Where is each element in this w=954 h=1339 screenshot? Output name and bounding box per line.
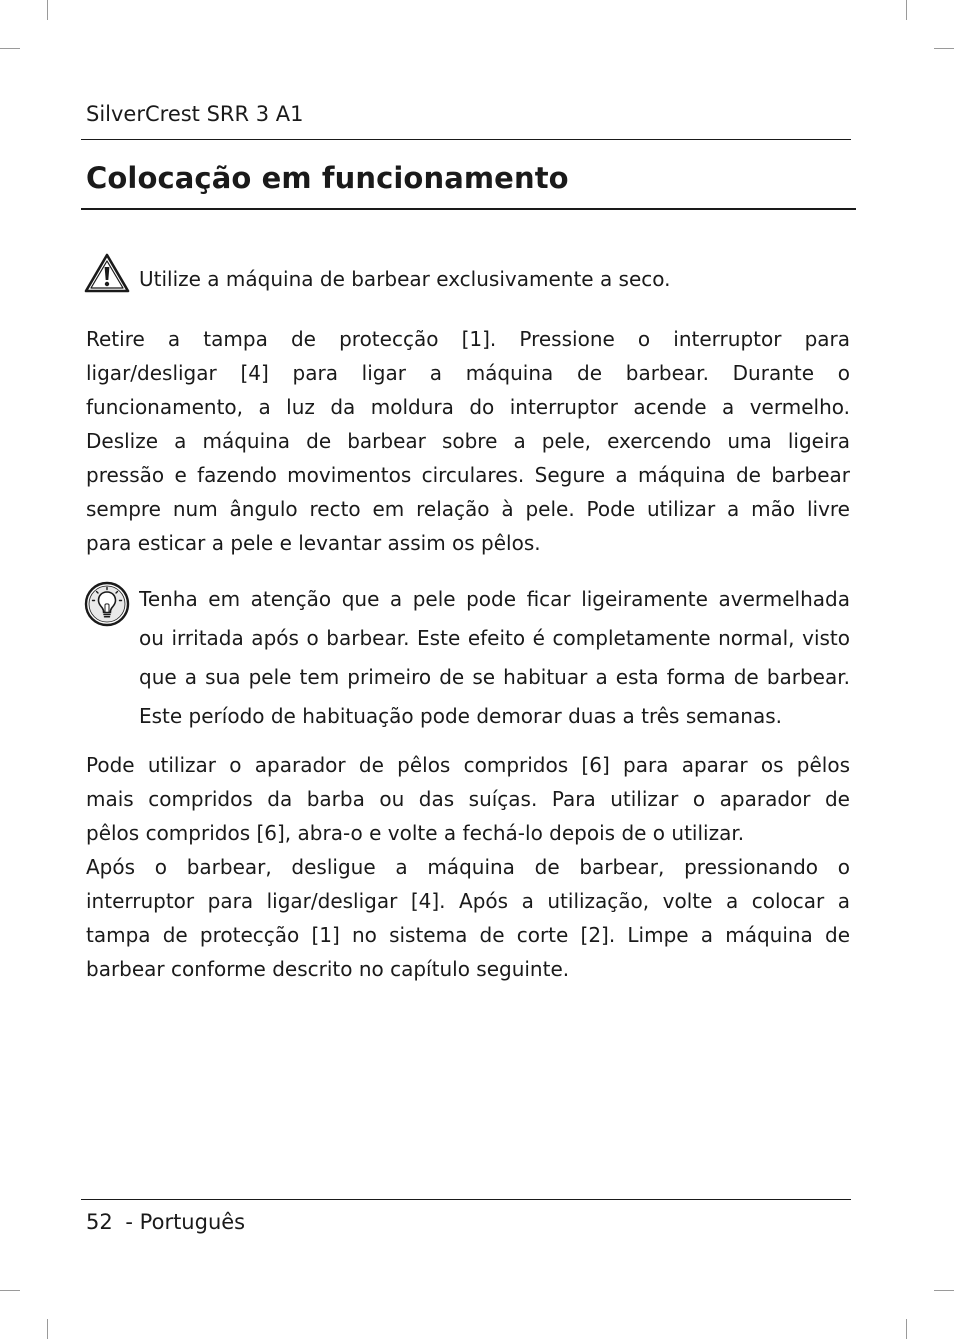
crop-mark [906,0,907,20]
text-line: Este período de habituação pode demorar duas a três semanas. [139,704,782,728]
crop-mark [0,48,20,49]
header-rule [81,139,851,140]
text-line: funcionamento, a luz da moldura do interruptor acende a vermelho. [86,395,850,419]
text-line: sempre num ângulo recto em relação à pele. Pode utilizar a mão livre [86,497,850,521]
lightbulb-icon [84,581,130,627]
text-line: Retire a tampa de protecção [1]. Pressione o interruptor para [86,327,850,351]
crop-mark [0,1290,20,1291]
page-number: 52 [86,1210,113,1234]
text-line: pressão e fazendo movimentos circulares. Segure a máquina de barbear [86,463,850,487]
text-line: mais compridos da barba ou das suíças. Para utilizar o aparador de [86,787,850,811]
page-footer [86,1207,245,1237]
text-line: Após o barbear, desligue a máquina de barbear, pressionando o [86,855,850,879]
section-title: Colocação em funcionamento [86,161,569,195]
text-line: que a sua pele tem primeiro de se habituar a esta forma de barbear. [139,665,850,689]
text-line: ligar/desligar [4] para ligar a máquina de barbear. Durante o [86,361,850,385]
title-rule [81,208,856,210]
running-header: SilverCrest SRR 3 A1 [86,102,304,126]
crop-mark [906,1319,907,1339]
text-line: tampa de protecção [1] no sistema de corte [2]. Limpe a máquina de [86,923,850,947]
warning-triangle-icon [84,252,130,294]
footer-rule [81,1199,851,1200]
text-line: Tenha em atenção que a pele pode ficar ligeiramente avermelhada [139,587,850,611]
text-line: ou irritada após o barbear. Este efeito é completamente normal, visto [139,626,850,650]
text-line: Deslize a máquina de barbear sobre a pele, exercendo uma ligeira [86,429,850,453]
text-line: Pode utilizar o aparador de pêlos compridos [6] para aparar os pêlos [86,753,850,777]
crop-mark [47,0,48,20]
text-line: para esticar a pele e levantar assim os pêlos. [86,531,541,555]
text-line: interruptor para ligar/desligar [4]. Após a utilização, volte a colocar a [86,889,850,913]
instruction-paragraph [86,322,850,560]
crop-mark [934,48,954,49]
text-line: pêlos compridos [6], abra-o e volte a fechá-lo depois de o utilizar. [86,821,745,845]
instruction-paragraph-2 [86,748,850,986]
crop-mark [47,1319,48,1339]
tip-text [139,580,850,736]
text-line: barbear conforme descrito no capítulo seguinte. [86,957,570,981]
footer-language: - Português [125,1210,246,1234]
crop-mark [934,1290,954,1291]
warning-text: Utilize a máquina de barbear exclusivamente a seco. [139,267,671,291]
